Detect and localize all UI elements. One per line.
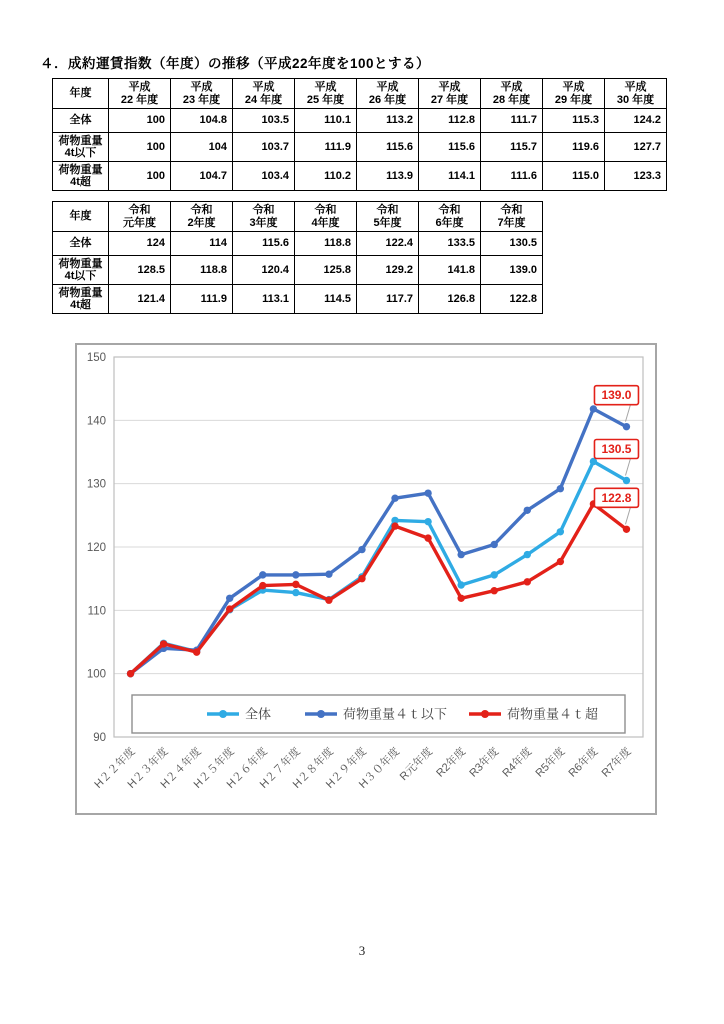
x-tick-label: R4年度	[500, 745, 535, 780]
data-point	[292, 589, 299, 596]
table-cell: 115.3	[543, 109, 605, 133]
data-point	[491, 587, 498, 594]
data-point	[424, 489, 431, 496]
data-point	[457, 581, 464, 588]
data-point	[358, 546, 365, 553]
data-point	[557, 485, 564, 492]
data-point	[623, 477, 630, 484]
series-line	[131, 409, 627, 674]
x-tick-label: R2年度	[434, 745, 469, 780]
column-header: 平成 28 年度	[481, 79, 543, 109]
y-tick-label: 110	[87, 605, 106, 618]
column-header: 令和 3年度	[233, 202, 295, 232]
data-point	[292, 581, 299, 588]
data-point	[623, 423, 630, 430]
row-header: 荷物重量 4t超	[53, 162, 109, 191]
row-header: 荷物重量 4t以下	[53, 133, 109, 162]
end-value-label: 122.8	[601, 490, 632, 505]
data-point	[557, 528, 564, 535]
table-cell: 126.8	[419, 285, 481, 314]
table-cell: 115.6	[233, 232, 295, 256]
table-row	[53, 109, 667, 133]
table-cell: 128.5	[109, 256, 171, 285]
data-point	[524, 507, 531, 514]
table-cell: 113.2	[357, 109, 419, 133]
table-row	[53, 133, 667, 162]
table-cell: 115.7	[481, 133, 543, 162]
series-line	[131, 504, 627, 674]
row-header: 全体	[53, 232, 109, 256]
table-cell: 103.5	[233, 109, 295, 133]
column-header: 令和 5年度	[357, 202, 419, 232]
data-point	[557, 558, 564, 565]
table-cell: 110.1	[295, 109, 357, 133]
table-cell: 123.3	[605, 162, 667, 191]
table-cell: 113.9	[357, 162, 419, 191]
table-cell: 114.5	[295, 285, 357, 314]
legend-marker-icon	[481, 710, 489, 718]
line-chart-svg	[77, 345, 655, 813]
row-header: 荷物重量 4t以下	[53, 256, 109, 285]
data-point	[259, 571, 266, 578]
row-header: 荷物重量 4t超	[53, 285, 109, 314]
table-row	[53, 162, 667, 191]
y-tick-label: 140	[86, 415, 106, 428]
table-cell: 133.5	[419, 232, 481, 256]
data-point	[524, 578, 531, 585]
column-header: 平成 25 年度	[295, 79, 357, 109]
column-header: 令和 元年度	[109, 202, 171, 232]
table-cell: 104.8	[171, 109, 233, 133]
data-point	[325, 571, 332, 578]
table-cell: 130.5	[481, 232, 543, 256]
table-cell: 125.8	[295, 256, 357, 285]
column-header: 平成 30 年度	[605, 79, 667, 109]
table-cell: 141.8	[419, 256, 481, 285]
table-cell: 103.7	[233, 133, 295, 162]
callout-leader-line	[625, 459, 630, 476]
table-cell: 119.6	[543, 133, 605, 162]
column-header: 平成 24 年度	[233, 79, 295, 109]
table-cell: 115.6	[419, 133, 481, 162]
table-cell: 113.1	[233, 285, 295, 314]
table-cell: 103.4	[233, 162, 295, 191]
table-cell: 117.7	[357, 285, 419, 314]
year-axis-corner-label: 年度	[53, 79, 109, 109]
x-tick-label: H２９年度	[323, 745, 370, 791]
table-cell: 129.2	[357, 256, 419, 285]
data-point	[325, 597, 332, 604]
table-cell: 111.7	[481, 109, 543, 133]
y-tick-label: 100	[86, 668, 106, 681]
column-header: 平成 26 年度	[357, 79, 419, 109]
column-header: 令和 7年度	[481, 202, 543, 232]
freight-index-chart	[75, 343, 657, 815]
table-cell: 104.7	[171, 162, 233, 191]
table-cell: 139.0	[481, 256, 543, 285]
data-point	[424, 518, 431, 525]
column-header: 平成 22 年度	[109, 79, 171, 109]
data-point	[292, 571, 299, 578]
table-cell: 100	[109, 109, 171, 133]
data-point	[590, 405, 597, 412]
column-header: 平成 23 年度	[171, 79, 233, 109]
legend-marker-icon	[219, 710, 227, 718]
table-cell: 115.0	[543, 162, 605, 191]
data-point	[391, 522, 398, 529]
x-tick-label: H２４年度	[158, 745, 204, 791]
table-row	[53, 285, 543, 314]
table-cell: 100	[109, 133, 171, 162]
section-title: ４．成約運賃指数（年度）の推移（平成22年度を100とする）	[40, 56, 431, 71]
table-cell: 104	[171, 133, 233, 162]
data-point	[491, 571, 498, 578]
row-header: 全体	[53, 109, 109, 133]
data-point	[160, 640, 167, 647]
data-point	[226, 605, 233, 612]
table-cell: 111.6	[481, 162, 543, 191]
table-cell: 124	[109, 232, 171, 256]
table-cell: 122.8	[481, 285, 543, 314]
table-row	[53, 256, 543, 285]
data-point	[358, 575, 365, 582]
y-tick-label: 150	[86, 352, 106, 364]
table-cell: 111.9	[171, 285, 233, 314]
column-header: 令和 6年度	[419, 202, 481, 232]
column-header: 平成 29 年度	[543, 79, 605, 109]
table-cell: 124.2	[605, 109, 667, 133]
x-tick-label: H２３年度	[125, 745, 171, 791]
data-point	[127, 670, 134, 677]
column-header: 平成 27 年度	[419, 79, 481, 109]
legend-marker-icon	[317, 710, 325, 718]
data-point	[391, 495, 398, 502]
callout-leader-line	[625, 507, 630, 524]
legend-label: 全体	[245, 706, 272, 722]
table-row	[53, 232, 543, 256]
table-cell: 122.4	[357, 232, 419, 256]
table-cell: 112.8	[419, 109, 481, 133]
table-cell: 115.6	[357, 133, 419, 162]
data-point	[491, 541, 498, 548]
x-tick-label: H２７年度	[257, 745, 303, 791]
table-cell: 118.8	[171, 256, 233, 285]
column-header: 令和 4年度	[295, 202, 357, 232]
table-cell: 110.2	[295, 162, 357, 191]
end-value-label: 130.5	[601, 442, 632, 456]
data-point	[226, 595, 233, 602]
x-tick-label: R3年度	[467, 745, 502, 780]
x-tick-label: H２６年度	[224, 745, 270, 791]
table-cell: 127.7	[605, 133, 667, 162]
x-tick-label: R元年度	[397, 745, 436, 784]
table-cell: 100	[109, 162, 171, 191]
data-point	[424, 534, 431, 541]
x-tick-label: H２８年度	[290, 745, 337, 791]
year-axis-corner-label: 年度	[53, 202, 109, 232]
y-tick-label: 130	[86, 478, 106, 491]
x-tick-label: R5年度	[533, 745, 568, 780]
legend-label: 荷物重量４ｔ超	[507, 706, 599, 722]
table-cell: 121.4	[109, 285, 171, 314]
data-point	[524, 551, 531, 558]
page-number: 3	[358, 943, 366, 958]
x-tick-label: H３０年度	[356, 745, 403, 791]
heisei-index-table	[52, 78, 667, 191]
data-point	[623, 526, 630, 533]
y-tick-label: 120	[86, 542, 106, 554]
data-point	[259, 582, 266, 589]
x-tick-label: R6年度	[566, 745, 601, 780]
legend-label: 荷物重量４ｔ以下	[343, 706, 448, 722]
x-tick-label: H２２年度	[92, 745, 138, 791]
x-tick-label: H２５年度	[191, 745, 237, 791]
reiwa-index-table	[52, 201, 543, 314]
callout-leader-line	[625, 405, 630, 422]
end-value-label: 139.0	[601, 388, 632, 403]
table-cell: 114	[171, 232, 233, 256]
table-cell: 111.9	[295, 133, 357, 162]
data-point	[457, 551, 464, 558]
table-cell: 114.1	[419, 162, 481, 191]
table-cell: 118.8	[295, 232, 357, 256]
x-tick-label: R7年度	[599, 745, 634, 780]
y-tick-label: 90	[93, 732, 106, 744]
column-header: 令和 2年度	[171, 202, 233, 232]
table-cell: 120.4	[233, 256, 295, 285]
data-point	[193, 648, 200, 655]
data-point	[457, 595, 464, 602]
